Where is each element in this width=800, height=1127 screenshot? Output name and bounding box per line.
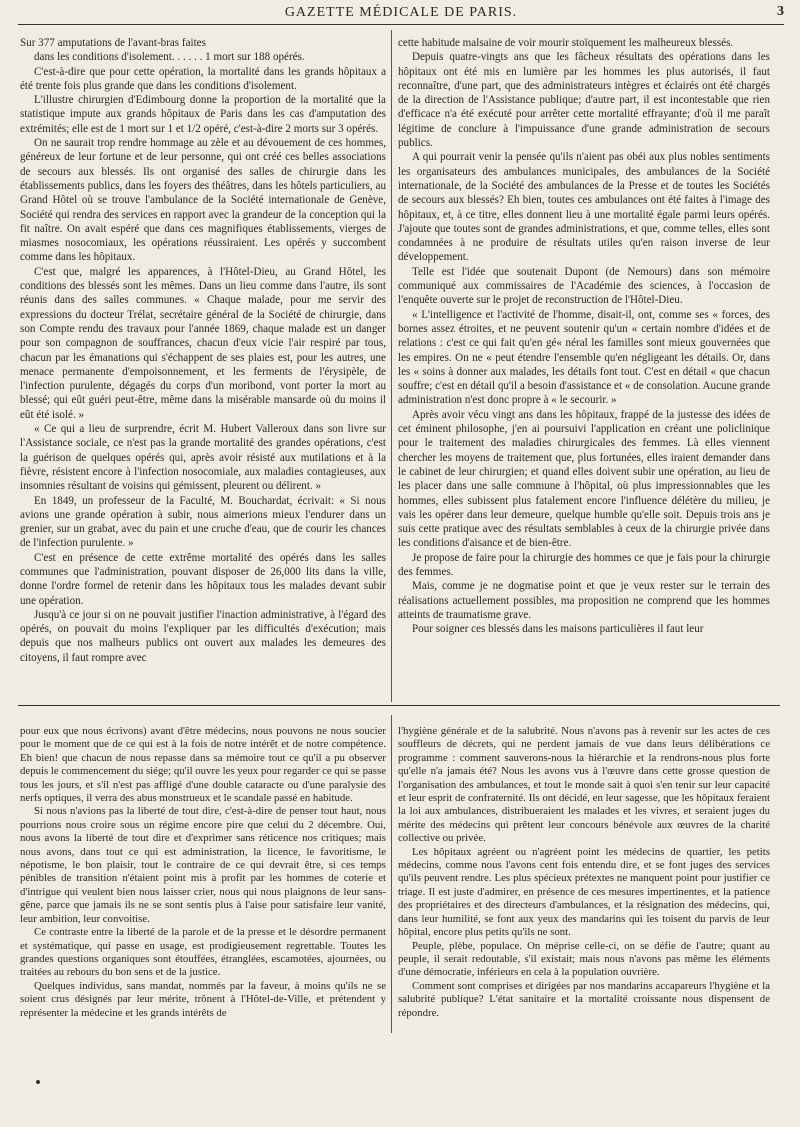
paragraph: Quelques individus, sans mandat, nommés par la faveur, à moins qu'ils ne se soient crus désignés par leur mérite, trônent à l'Hôtel-de-Ville, et prétendent y représenter la médecine et les grands intérêts de	[20, 979, 386, 1019]
paragraph: C'est-à-dire que pour cette opération, la mortalité dans les grands hôpitaux a été trente fois plus grande que dans les conditions d'isolement.	[20, 65, 386, 92]
page-header	[18, 4, 784, 25]
paragraph: Ce contraste entre la liberté de la parole et de la presse et le désordre permanent et systématique, qui passe en usage, est prodigieusement regrettable. Toutes les grandes questions organiques sont étouffées, étranglées, escamotées, ajournées, ou traitées au rebours du bon sens et de la justice.	[20, 926, 386, 979]
paragraph: Depuis quatre-vingts ans que les fâcheux résultats des opérations dans les hôpitaux ont été mis en lumière par les hommes les plus autorisés, il faut reconnaître, d'une part, que des administrateurs intègres et éclairés ont été chargés de la direction de l'Assistance publique; d'autre part, il est incontestable que rien d'efficace n'a été exécuté pour arrêter cette mortalité effrayante; d'où il me paraît légitime de conclure à l'impuissance d'une grande administration de secours publics.	[398, 51, 770, 150]
column-bottom-right	[398, 725, 770, 1045]
paragraph: pour eux que nous écrivons) avant d'être médecins, nous pouvons ne nous soucier pour le moment que de ce qui est à la fois de notre intérêt et de notre compétence. Eh bien! que chacun de nous repasse dans sa mémoire tout ce qu'il a pu observer depuis le commencement du siége; qu'il ouvre les yeux pour regarder ce qui se passe tous les jours, et s'il n'est pas affligé d'une double cataracte ou d'une paralysie des nerfs optiques, il verra des abus monstrueux et le scandale passé en habitude.	[20, 725, 386, 805]
paragraph: Jusqu'à ce jour si on ne pouvait justifier l'inaction administrative, à l'égard des opérés, on pouvait du moins l'expliquer par les difficultés d'exécution; mais depuis que nos malheurs publics ont ouvert aux malades les demeures des citoyens, il faut rompre avec	[20, 608, 386, 664]
ink-speck	[36, 1080, 40, 1084]
page-number: 3	[777, 4, 784, 19]
amputation-statistic	[20, 36, 386, 65]
section-divider	[18, 705, 780, 706]
paragraph: Peuple, plèbe, populace. On méprise celle-ci, on se défie de l'autre; quant au peuple, il serait redoutable, s'il existait; mais nous n'avons pas même les éléments d'une démocratie, inférieurs en cela à la population ouvrière.	[398, 939, 770, 979]
paragraph: cette habitude malsaine de voir mourir stoïquement les malheureux blessés.	[398, 37, 734, 49]
paragraph: En 1849, un professeur de la Faculté, M. Bouchardat, écrivait: « Si nous avions une grande opération à subir, nous aimerions mieux l'endurer dans un grenier, sur un grabat, avec du pain et une cruche d'eau, que de courir les chances de l'infection purulente. »	[20, 494, 386, 550]
paragraph: L'illustre chirurgien d'Edimbourg donne la proportion de la mortalité que la statistique impute aux grands hôpitaux de Paris dans les cas d'amputation des extrémités; elle est de 1 mort sur 1 et 1/2 opéré, c'est-à-dire 2 morts sur 3 opérés.	[20, 94, 386, 135]
quotation: « L'intelligence et l'activité de l'homme, disait-il, ont, comme ses « forces, des bornes assez étroites, et ne peuvent soutenir qu'un « certain nombre d'idées et de relations : c'est ce qui fait qu'en gé« néral les familles sont mieux gouvernées que les empires. On ne « peut étendre l'ensemble qu'en négligeant les détails. Or, dans les « soins à donner aux malades, les détails font tout. C'est en détail « que chacun souffre; c'est en détail qu'il a besoin d'assistance et « de consolation. Aucune grande administration n'est donc propre à « le secourir. »	[398, 308, 770, 407]
paragraph: Les hôpitaux agréent ou n'agréent point les médecins de quartier, les petits médecins, comme nous l'avons cent fois entendu dire, et se font juges des services qu'ils peuvent rendre. Les plus spécieux prétextes ne manquent point pour justifier ce triage. Il est juste d'admirer, en présence de ces mesures impertinentes, et la patience des propriétaires et des directeurs d'ambulances, et la résignation des médecins, qui, dans leur humilité, se font aux yeux des mandarins qui les toisent du parvis de leur hôpital, encore plus petits qu'ils ne sont.	[398, 845, 770, 939]
stat-line-1: Sur 377 amputations de l'avant-bras faites	[20, 37, 206, 49]
paragraph: Je propose de faire pour la chirurgie des hommes ce que je fais pour la chirurgie des femmes.	[398, 551, 770, 578]
paragraph: Pour soigner ces blessés dans les maisons particulières il faut leur	[412, 623, 704, 636]
paragraph: « Ce qui a lieu de surprendre, écrit M. Hubert Valleroux dans son livre sur l'Assistance sociale, ce n'est pas la grande mortalité des grandes opérations, c'est la guérison de quelques opérés qui, après avoir résisté aux mutilations et à la fièvre, résistent encore à l'infection nosocomiale, aux maladies contagieuses, aux insomnies résultant de voisins qui gémissent, pleurent ou délirent. »	[20, 423, 386, 493]
paragraph: On ne saurait trop rendre hommage au zèle et au dévouement de ces hommes, généreux de leur fortune et de leur personne, qui ont créé ces belles associations de secours aux blessés. Ils ont organisé des salles de chirurgie dans les établissements publics, dans les foyers des théâtres, dans les hôtels particuliers, au Grand Hôtel où se trouve l'ambulance de la Société internationale de Genève, Société qui rendra des services en rapport avec la grandeur de la conception qui la fit naître. On avait espéré que dans ces magnifiques établissements, vierges de miasmes nosocomiaux, les opérations réussiraient. Les opérés y succombent comme dans les hôpitaux.	[20, 137, 386, 264]
paragraph: Mais, comme je ne dogmatise point et que je veux rester sur le terrain des réalisations actuellement possibles, ma proposition ne comprend que les hommes atteints de traumatisme grave.	[398, 580, 770, 621]
paragraph: C'est que, malgré les apparences, à l'Hôtel-Dieu, au Grand Hôtel, les conditions des blessés sont les mêmes. Dans un lieu comme dans l'autre, ils sont réunis dans des salles communes. « Chaque malade, pour me servir des expressions du docteur Trélat, secrétaire général de la Société de chirurgie, dans son Compte rendu des travaux pour l'année 1869, chaque malade est un danger pour son compagnon de souffrances, chacun d'eux vicie l'air respiré par tous, chacun par les émanations qui s'échappent de ses plaies est, pour les autres, une menace permanente d'empoisonnement, et les ferments de l'érysipèle, de l'infection purulente, dégagés du corps d'un moribond, vont porter la mort au blessé; qui eût guéri peut-être, même dans la misérable mansarde où du moins il eût été isolé. »	[20, 265, 386, 421]
column-divider-bottom	[391, 715, 392, 1033]
paragraph: C'est en présence de cette extrême mortalité des opérés dans les salles communes que l'administration, pouvant disposer de 26,000 lits dans la ville, donne l'ordre formel de retenir dans les hôpitaux tous les malades devant subir une opération.	[20, 551, 386, 607]
column-divider-top	[391, 30, 392, 702]
paragraph: Si nous n'avions pas la liberté de tout dire, c'est-à-dire de penser tout haut, nous pourrions nous croire sous un régime encore pire que celui du 2 décembre. Oui, nous avons la liberté de tout dire et d'exprimer sans réticence nos critiques; mais nous avons, dans tout ce qui est administration, la licence, le favoritisme, le népotisme, le bon plaisir, tout le contraire de ce qui devrait être, si ces temps pénibles de transition n'étaient point mis à profit par les hommes de coterie et d'intrigue qui veulent bien nous laisser crier, nous qui nous plaignons de leur sans-gêne, parce que jamais ils ne se sont sentis plus à l'aise pour satisfaire leur vanité, leur ambition, leur convoitise.	[20, 805, 386, 925]
stat-line-2: dans les conditions d'isolement. . . . . . 1 mort sur 188 opérés.	[34, 51, 305, 64]
column-top-left	[20, 36, 386, 698]
column-top-right	[398, 36, 770, 698]
page-title: GAZETTE MÉDICALE DE PARIS.	[284, 5, 518, 20]
paragraph: Telle est l'idée que soutenait Dupont (de Nemours) dans son mémoire communiqué aux commissaires de l'Académie des sciences, à l'occasion de l'enquête ouverte sur le projet de reconstruction de l'Hôtel-Dieu.	[398, 265, 770, 307]
paragraph: Après avoir vécu vingt ans dans les hôpitaux, frappé de la justesse des idées de cet éminent philosophe, j'en ai poursuivi l'application en créant une policlinique pour le traitement des maladies chirurgicales des femmes. Là elles viennent chercher les moyens de traitement que, plus fortunées, elles iraient demander dans le cabinet de leur chirurgien; et quand elles doivent subir une opération, au lieu de les placer dans une salle commune à l'hôpital, où plus impressionnables que les hommes, elles subissent plus fatalement encore l'influence délétère du milieu, je vais les opérer dans leur demeure, quelque humble qu'elle soit. Depuis trois ans je suis cette pratique avec des résultats semblables à ceux de la chirurgie privée dans les conditions d'aisance et de bien-être.	[398, 408, 770, 550]
paragraph: Comment sont comprises et dirigées par nos mandarins accapareurs l'hygiène et la salubrité publique? L'état sanitaire et la mortalité croissante nous dispensent de répondre.	[398, 979, 770, 1019]
column-bottom-left	[20, 725, 386, 1045]
paragraph: A qui pourrait venir la pensée qu'ils n'aient pas obéi aux plus nobles sentiments les organisateurs des ambulances municipales, des ambulances de la Société internationale, de la Société des ambulances de la Presse et de toutes les Sociétés de secours aux blessés? Eh bien, toutes ces ambulances ont été faites à l'image des hôpitaux, et, à ce titre, elles donnent lieu à une mortalité égale parmi leurs opérés. J'ajoute que toutes sont de grandes administrations, et que, comme telles, elles sont condamnées à ne produire de résultats utiles qu'en raison inverse de leur développement.	[398, 151, 770, 264]
paragraph: l'hygiène générale et de la salubrité. Nous n'avons pas à revenir sur les actes de ces souffleurs de décrets, qui ne perdent jamais de vue dans leurs délibérations ce programme : comment sauverons-nous la hiérarchie et la rendrons-nous plus forte qu'elle n'a jamais été? Nous les avons vus à l'œuvre dans cette grosse question de l'organisation des ambulances, et tout le monde sait à quoi s'en tenir sur leur capacité et leur esprit de confraternité. Ils ont décidé, en leur sagesse, que les hôpitaux feraient la loi aux ambulances, distribueraient les malades et les vivres, et seraient juges du mérite des médecins qui prêtent leur concours bénévole aux œuvres de la charité collective ou privée.	[398, 725, 770, 845]
